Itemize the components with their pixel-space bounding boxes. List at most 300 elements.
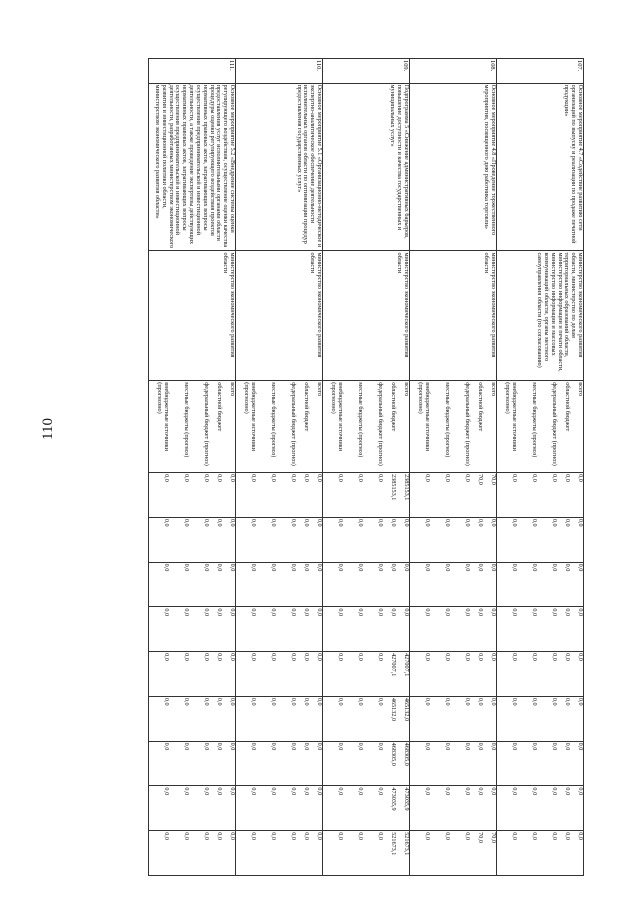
value-column	[323, 607, 410, 652]
amount-cell: 0,0	[303, 742, 310, 751]
value-column	[236, 473, 323, 518]
funding-sources	[236, 381, 323, 473]
amount-cell: 0,0	[183, 608, 190, 617]
value-column	[497, 473, 584, 518]
amount-cell: 0,0	[564, 832, 571, 840]
amount-cell: 0,0	[477, 697, 484, 706]
source-label-federal: федеральный бюджет (прогноз)	[203, 382, 210, 466]
amount-cell: 0,0	[163, 832, 170, 840]
amount-cell: 0,0	[531, 832, 538, 840]
amount-cell: 0,0	[250, 563, 257, 572]
amount-cell: 0,0	[564, 787, 571, 796]
source-label-local: местные бюджеты (прогноз)	[270, 382, 277, 458]
amount-cell: 0,0	[290, 608, 297, 617]
source-label-extra: внебюджетные источники (прогнозно)	[417, 382, 431, 451]
amount-cell: 0,0	[577, 474, 584, 482]
amount-cell: 0,0	[444, 742, 451, 751]
value-column	[410, 741, 497, 786]
value-column	[410, 786, 497, 831]
amount-cell: 0,0	[403, 608, 410, 617]
amount-cell: 0,0	[464, 832, 471, 840]
value-column	[149, 696, 236, 741]
program-table	[148, 58, 584, 876]
amount-cell: 0,0	[444, 653, 451, 661]
amount-cell: 0,0	[477, 787, 484, 796]
amount-cell: 0,0	[477, 518, 484, 527]
value-column	[149, 741, 236, 786]
amount-cell: 0,0	[316, 653, 323, 661]
amount-cell: 0,0	[216, 563, 223, 572]
amount-cell: 0,0	[377, 742, 384, 751]
amount-cell: 0,0	[551, 563, 558, 572]
amount-cell: 0,0	[444, 563, 451, 572]
amount-cell: 0,0	[464, 653, 471, 661]
amount-cell: 0,0	[337, 474, 344, 482]
amount-cell: 0,0	[577, 742, 584, 751]
value-column	[149, 831, 236, 876]
amount-cell: 0,0	[403, 563, 410, 572]
amount-cell: 0,0	[250, 608, 257, 617]
amount-cell: 0,0	[316, 832, 323, 840]
value-column	[410, 517, 497, 562]
amount-cell: 0,0	[490, 742, 497, 751]
source-label-total: всего	[229, 382, 236, 397]
executor-name: министерство экономического развития области	[149, 251, 236, 381]
amount-cell: 0,0	[357, 653, 364, 661]
amount-cell: 0,0	[316, 697, 323, 706]
amount-cell: 0,0	[424, 742, 431, 751]
amount-cell: 0,0	[424, 518, 431, 527]
amount-cell: 0,0	[577, 832, 584, 840]
amount-cell: 0,0	[577, 787, 584, 796]
value-column	[323, 473, 410, 518]
table-row	[149, 59, 236, 876]
amount-cell: 0,0	[564, 474, 571, 482]
source-label-regional: областной бюджет	[303, 382, 310, 432]
amount-cell: 0,0	[203, 742, 210, 751]
amount-cell: 0,0	[250, 653, 257, 661]
amount-cell: 0,0	[303, 697, 310, 706]
amount-cell: 0,0	[163, 742, 170, 751]
amount-cell: 0,0	[444, 787, 451, 796]
amount-cell: 0,0	[250, 832, 257, 840]
amount-cell: 0,0	[216, 832, 223, 840]
amount-cell: 0,0	[316, 474, 323, 482]
amount-cell: 0,0	[403, 518, 410, 527]
amount-cell: 0,0	[511, 563, 518, 572]
amount-cell: 0,0	[203, 474, 210, 482]
value-column	[410, 831, 497, 876]
amount-cell: 0,0	[229, 474, 236, 482]
amount-cell: 70,0	[477, 474, 484, 485]
amount-cell: 0,0	[551, 518, 558, 527]
table-row	[236, 59, 323, 876]
source-label-extra: внебюджетные источники (прогнозно)	[156, 382, 170, 451]
amount-cell: 0,0	[551, 742, 558, 751]
amount-cell: 0,0	[290, 832, 297, 840]
amount-cell: 0,0	[250, 742, 257, 751]
value-column	[497, 696, 584, 741]
amount-cell: 0,0	[290, 474, 297, 482]
amount-cell: 0,0	[183, 563, 190, 572]
amount-cell: 0,0	[477, 742, 484, 751]
value-column	[149, 786, 236, 831]
executor-name: министерство экономического развития области	[236, 251, 323, 381]
amount-cell: 0,0	[316, 608, 323, 617]
table-body	[149, 59, 584, 876]
amount-cell: 0,0	[337, 787, 344, 796]
amount-cell: 0,0	[163, 474, 170, 482]
amount-cell: 0,0	[183, 474, 190, 482]
value-column	[323, 786, 410, 831]
value-column	[497, 786, 584, 831]
amount-cell: 0,0	[551, 787, 558, 796]
amount-cell: 0,0	[303, 608, 310, 617]
value-column	[236, 652, 323, 697]
amount-cell: 0,0	[303, 518, 310, 527]
amount-cell: 0,0	[163, 518, 170, 527]
amount-cell: 0,0	[216, 608, 223, 617]
amount-cell: 0,0	[229, 563, 236, 572]
amount-cell: 0,0	[183, 742, 190, 751]
value-column	[323, 562, 410, 607]
amount-cell: 0,0	[203, 608, 210, 617]
page-number: 110	[40, 418, 56, 440]
amount-cell: 473035,9	[403, 787, 410, 811]
amount-cell: 2385153,1	[390, 474, 397, 501]
amount-cell: 0,0	[337, 653, 344, 661]
value-column	[410, 607, 497, 652]
amount-cell: 0,0	[551, 474, 558, 482]
row-number: 107.	[497, 59, 584, 84]
row-number: 108.	[410, 59, 497, 84]
amount-cell: 0,0	[511, 474, 518, 482]
source-label-regional: областной бюджет	[390, 382, 397, 432]
row-number: 111.	[149, 59, 236, 84]
amount-cell: 0,0	[551, 608, 558, 617]
amount-cell: 0,0	[163, 653, 170, 661]
amount-cell: 0,0	[216, 653, 223, 661]
amount-cell: 0,0	[424, 474, 431, 482]
amount-cell: 0,0	[377, 518, 384, 527]
amount-cell: 0,0	[464, 563, 471, 572]
amount-cell: 0,0	[564, 697, 571, 706]
executor-name: министерство экономического развития области	[410, 251, 497, 381]
value-column	[236, 562, 323, 607]
amount-cell: 0,0	[270, 474, 277, 482]
amount-cell: 0,0	[424, 697, 431, 706]
amount-cell: 0,0	[490, 653, 497, 661]
amount-cell: 0,0	[577, 563, 584, 572]
value-column	[410, 696, 497, 741]
amount-cell: 0,0	[444, 697, 451, 706]
amount-cell: 521673,1	[390, 832, 397, 856]
value-column	[497, 607, 584, 652]
value-column	[149, 473, 236, 518]
amount-cell: 0,0	[183, 518, 190, 527]
amount-cell: 0,0	[270, 518, 277, 527]
amount-cell: 0,0	[390, 563, 397, 572]
source-label-extra: внебюджетные источники (прогнозно)	[330, 382, 344, 451]
amount-cell: 0,0	[564, 518, 571, 527]
amount-cell: 0,0	[229, 832, 236, 840]
amount-cell: 0,0	[357, 742, 364, 751]
value-column	[497, 741, 584, 786]
source-label-total: всего	[316, 382, 323, 397]
value-column	[497, 831, 584, 876]
amount-cell: 0,0	[377, 608, 384, 617]
amount-cell: 0,0	[270, 608, 277, 617]
amount-cell: 0,0	[531, 697, 538, 706]
amount-cell: 0,0	[551, 832, 558, 840]
amount-cell: 0,0	[183, 653, 190, 661]
amount-cell: 0,0	[270, 787, 277, 796]
amount-cell: 0,0	[270, 563, 277, 572]
amount-cell: 0,0	[477, 608, 484, 617]
amount-cell: 0,0	[464, 697, 471, 706]
funding-sources	[323, 381, 410, 473]
value-column	[323, 652, 410, 697]
amount-cell: 2385153,1	[403, 474, 410, 501]
amount-cell: 0,0	[290, 697, 297, 706]
source-label-regional: областной бюджет	[216, 382, 223, 432]
measure-name: Подпрограмма 5 «Снижение административных барьеров, повышение доступности и качества государственных и муниципальных услуг»	[323, 83, 410, 251]
amount-cell: 0,0	[511, 742, 518, 751]
value-column	[236, 831, 323, 876]
value-column	[236, 517, 323, 562]
amount-cell: 0,0	[183, 787, 190, 796]
amount-cell: 427007,1	[390, 653, 397, 677]
amount-cell: 0,0	[424, 832, 431, 840]
amount-cell: 0,0	[337, 563, 344, 572]
value-column	[497, 562, 584, 607]
measure-name: Основное мероприятие 4.7 «Содействие развитию сети организаций по выпуску и реализации по продаже печатной продукции»	[497, 83, 584, 251]
amount-cell: 0,0	[377, 563, 384, 572]
amount-cell: 0,0	[290, 563, 297, 572]
amount-cell: 0,0	[564, 563, 571, 572]
amount-cell: 468305,0	[403, 742, 410, 766]
value-column	[236, 696, 323, 741]
table-row	[323, 59, 410, 876]
amount-cell: 0,0	[337, 608, 344, 617]
amount-cell: 0,0	[183, 832, 190, 840]
amount-cell: 0,0	[377, 787, 384, 796]
source-label-extra: внебюджетные источники (прогнозно)	[504, 382, 518, 451]
amount-cell: 0,0	[390, 518, 397, 527]
amount-cell: 0,0	[303, 563, 310, 572]
amount-cell: 0,0	[490, 608, 497, 617]
amount-cell: 0,0	[577, 697, 584, 706]
amount-cell: 0,0	[577, 518, 584, 527]
amount-cell: 0,0	[357, 787, 364, 796]
amount-cell: 0,0	[357, 832, 364, 840]
source-label-federal: федеральный бюджет (прогноз)	[377, 382, 384, 466]
amount-cell: 0,0	[203, 787, 210, 796]
amount-cell: 0,0	[490, 787, 497, 796]
amount-cell: 0,0	[216, 518, 223, 527]
amount-cell: 0,0	[316, 518, 323, 527]
amount-cell: 0,0	[163, 697, 170, 706]
amount-cell: 521673,1	[403, 832, 410, 856]
amount-cell: 0,0	[216, 697, 223, 706]
amount-cell: 465132,0	[390, 697, 397, 722]
amount-cell: 0,0	[250, 787, 257, 796]
source-label-total: всего	[490, 382, 497, 397]
amount-cell: 465132,0	[403, 697, 410, 722]
amount-cell: 0,0	[250, 697, 257, 706]
amount-cell: 0,0	[270, 742, 277, 751]
amount-cell: 0,0	[216, 787, 223, 796]
source-label-regional: областной бюджет	[477, 382, 484, 432]
amount-cell: 0,0	[357, 697, 364, 706]
source-label-local: местные бюджеты (прогноз)	[183, 382, 190, 458]
amount-cell: 0,0	[564, 608, 571, 617]
amount-cell: 0,0	[163, 787, 170, 796]
amount-cell: 0,0	[203, 697, 210, 706]
value-column	[323, 696, 410, 741]
amount-cell: 70,0	[477, 832, 484, 844]
funding-sources	[149, 381, 236, 473]
amount-cell: 0,0	[229, 697, 236, 706]
amount-cell: 0,0	[477, 563, 484, 572]
amount-cell: 0,0	[377, 832, 384, 840]
amount-cell: 0,0	[531, 608, 538, 617]
source-label-local: местные бюджеты (прогноз)	[531, 382, 538, 458]
amount-cell: 0,0	[531, 742, 538, 751]
amount-cell: 0,0	[577, 608, 584, 617]
amount-cell: 0,0	[229, 742, 236, 751]
amount-cell: 0,0	[357, 608, 364, 617]
amount-cell: 0,0	[464, 518, 471, 527]
amount-cell: 0,0	[229, 608, 236, 617]
amount-cell: 0,0	[203, 653, 210, 661]
amount-cell: 0,0	[444, 832, 451, 840]
amount-cell: 0,0	[250, 474, 257, 482]
amount-cell: 0,0	[444, 518, 451, 527]
amount-cell: 0,0	[337, 697, 344, 706]
row-number: 109.	[323, 59, 410, 84]
executor-name: министерство экономического развития области, министерство по делам территориальных образований области, министерство информации и печати области, министерство информации и массовых коммуникаций области, органы местного самоуправления области (по согласованию)	[497, 251, 584, 381]
amount-cell: 0,0	[183, 697, 190, 706]
amount-cell: 0,0	[531, 653, 538, 661]
amount-cell: 0,0	[337, 518, 344, 527]
amount-cell: 0,0	[477, 653, 484, 661]
amount-cell: 0,0	[377, 474, 384, 482]
amount-cell: 0,0	[464, 742, 471, 751]
source-label-total: всего	[403, 382, 410, 397]
funding-sources	[410, 381, 497, 473]
amount-cell: 0,0	[531, 787, 538, 796]
amount-cell: 0,0	[229, 653, 236, 661]
value-column	[410, 473, 497, 518]
measure-name: Основное мероприятие 5.2 «Внедрение системы оценки регулирующего воздействия, осуществление оценки качества предоставления услуг исполнительными органами области процедуры оценки регулирующего воздействия проектов нормативных правовых актов, затрагивающих вопросы осуществления предпринимательской и инвестиционной деятельности, а также проведение экспертизы действующих нормативных правовых актов, затрагивающих вопросы осуществления предпринимательской и инвестиционной деятельности, разработанных министерством экономического развития и инвестиционной политики области, министерством экономического развития области»	[149, 83, 236, 251]
value-column	[497, 652, 584, 697]
value-column	[236, 741, 323, 786]
amount-cell: 427007,1	[403, 653, 410, 677]
amount-cell: 0,0	[490, 563, 497, 572]
amount-cell: 0,0	[564, 653, 571, 661]
amount-cell: 0,0	[203, 832, 210, 840]
amount-cell: 0,0	[270, 697, 277, 706]
source-label-federal: федеральный бюджет (прогноз)	[551, 382, 558, 466]
value-column	[410, 562, 497, 607]
amount-cell: 0,0	[357, 563, 364, 572]
amount-cell: 0,0	[216, 742, 223, 751]
amount-cell: 0,0	[511, 653, 518, 661]
amount-cell: 0,0	[316, 563, 323, 572]
amount-cell: 0,0	[490, 518, 497, 527]
amount-cell: 0,0	[424, 787, 431, 796]
amount-cell: 0,0	[531, 474, 538, 482]
row-number: 110.	[236, 59, 323, 84]
amount-cell: 0,0	[337, 832, 344, 840]
source-label-federal: федеральный бюджет (прогноз)	[290, 382, 297, 466]
amount-cell: 0,0	[303, 832, 310, 840]
amount-cell: 0,0	[511, 787, 518, 796]
amount-cell: 0,0	[357, 518, 364, 527]
amount-cell: 0,0	[303, 474, 310, 482]
amount-cell: 0,0	[577, 653, 584, 661]
value-column	[236, 607, 323, 652]
amount-cell: 0,0	[337, 742, 344, 751]
amount-cell: 0,0	[511, 608, 518, 617]
amount-cell: 0,0	[290, 653, 297, 661]
value-column	[149, 607, 236, 652]
amount-cell: 0,0	[163, 563, 170, 572]
amount-cell: 0,0	[564, 742, 571, 751]
value-column	[323, 831, 410, 876]
amount-cell: 0,0	[551, 653, 558, 661]
amount-cell: 0,0	[424, 608, 431, 617]
source-label-local: местные бюджеты (прогноз)	[357, 382, 364, 458]
amount-cell: 0,0	[303, 787, 310, 796]
amount-cell: 0,0	[444, 474, 451, 482]
value-column	[497, 517, 584, 562]
amount-cell: 0,0	[250, 518, 257, 527]
amount-cell: 0,0	[424, 653, 431, 661]
amount-cell: 0,0	[464, 787, 471, 796]
amount-cell: 0,0	[270, 653, 277, 661]
measure-name: Основное мероприятие 5.1 «Организационно-методическое и экспертно-аналитическое обеспечение деятельности исполнительных органов области по оптимизации процедур предоставления государственных услуг»	[236, 83, 323, 251]
table-row	[497, 59, 584, 876]
amount-cell: 0,0	[229, 518, 236, 527]
funding-sources	[497, 381, 584, 473]
source-label-total: всего	[577, 382, 584, 397]
amount-cell: 0,0	[216, 474, 223, 482]
amount-cell: 0,0	[390, 608, 397, 617]
amount-cell: 0,0	[511, 832, 518, 840]
executor-name: министерство экономического развития области	[323, 251, 410, 381]
amount-cell: 0,0	[357, 474, 364, 482]
amount-cell: 0,0	[290, 787, 297, 796]
amount-cell: 0,0	[511, 518, 518, 527]
amount-cell: 0,0	[163, 608, 170, 617]
value-column	[323, 517, 410, 562]
amount-cell: 0,0	[490, 697, 497, 706]
amount-cell: 0,0	[551, 697, 558, 706]
amount-cell: 0,0	[316, 742, 323, 751]
amount-cell: 473035,9	[390, 787, 397, 811]
source-label-federal: федеральный бюджет (прогноз)	[464, 382, 471, 466]
amount-cell: 0,0	[303, 653, 310, 661]
amount-cell: 0,0	[377, 653, 384, 661]
table-row	[410, 59, 497, 876]
value-column	[149, 562, 236, 607]
value-column	[149, 517, 236, 562]
amount-cell: 0,0	[531, 518, 538, 527]
amount-cell: 0,0	[444, 608, 451, 617]
amount-cell: 0,0	[290, 742, 297, 751]
